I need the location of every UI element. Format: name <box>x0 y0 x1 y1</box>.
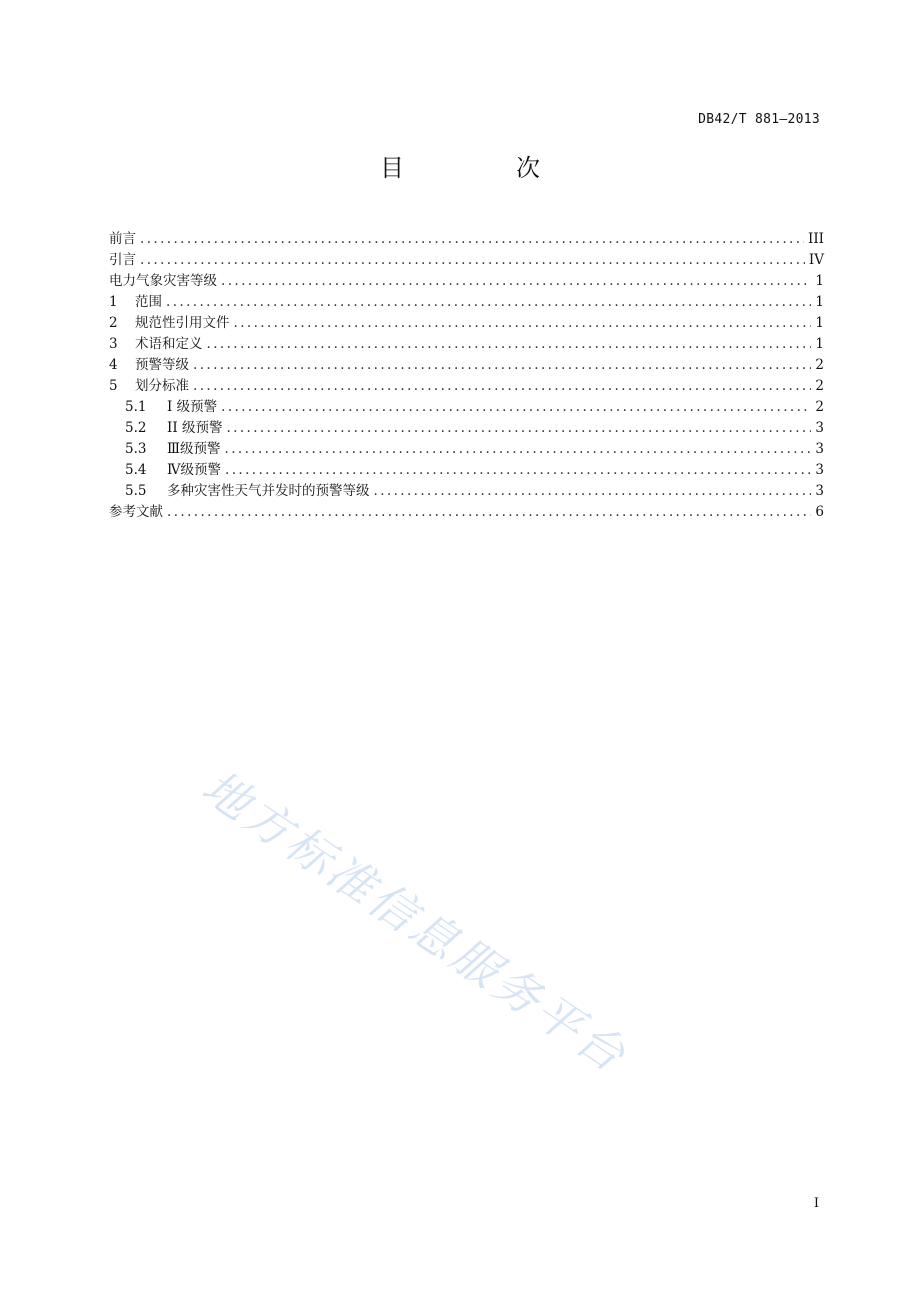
toc-entry-section-5-5[interactable] <box>109 481 824 502</box>
toc-page-number: 1 <box>815 273 824 289</box>
toc-section-number: 5.1 <box>125 399 147 415</box>
toc-entry-section-3[interactable] <box>109 334 824 355</box>
toc-page-number: 2 <box>815 378 824 394</box>
toc-entry-section-5[interactable] <box>109 376 824 397</box>
toc-page-number: 6 <box>815 504 824 520</box>
toc-page-number: 3 <box>815 462 824 478</box>
toc-entry-label: I 级预警 <box>167 399 218 415</box>
toc-entry-label: 参考文献 <box>109 504 163 520</box>
page-number: I <box>813 1196 819 1211</box>
toc-section-number: 3 <box>109 336 118 352</box>
toc-entry-label: 前言 <box>109 231 136 247</box>
toc-entry-label: 规范性引用文件 <box>135 315 230 331</box>
toc-page-number: 3 <box>815 483 824 499</box>
toc-section-number: 4 <box>109 357 118 373</box>
toc-page-number: 1 <box>815 294 824 310</box>
toc-section-number: 5.2 <box>125 420 147 436</box>
document-code: DB42/T 881—2013 <box>698 112 820 127</box>
toc-entry-section-5-2[interactable] <box>109 418 824 439</box>
toc-leader-dots <box>140 250 805 271</box>
table-of-contents <box>109 229 824 523</box>
toc-page-number: 1 <box>815 315 824 331</box>
toc-page-number: III <box>808 231 824 247</box>
toc-entry-section-5-3[interactable] <box>109 439 824 460</box>
toc-entry-label: Ⅲ级预警 <box>167 441 221 457</box>
toc-entry-section-5-1[interactable] <box>109 397 824 418</box>
toc-leader-dots <box>167 502 811 523</box>
toc-leader-dots <box>193 376 811 397</box>
toc-leader-dots <box>225 460 811 481</box>
toc-entry-label: 划分标准 <box>135 378 189 394</box>
toc-leader-dots <box>193 355 811 376</box>
toc-entry-label: 多种灾害性天气并发时的预警等级 <box>167 483 370 499</box>
toc-entry-introduction[interactable] <box>109 250 824 271</box>
toc-entry-label: II 级预警 <box>167 420 223 436</box>
toc-entry-label: 范围 <box>135 294 162 310</box>
toc-entry-main-title[interactable] <box>109 271 824 292</box>
toc-entry-section-1[interactable] <box>109 292 824 313</box>
toc-section-number: 2 <box>109 315 118 331</box>
toc-entry-foreword[interactable] <box>109 229 824 250</box>
toc-entry-section-5-4[interactable] <box>109 460 824 481</box>
toc-entry-label: Ⅳ级预警 <box>167 462 221 478</box>
toc-leader-dots <box>374 481 812 502</box>
toc-page-number: 3 <box>815 441 824 457</box>
toc-leader-dots <box>234 313 812 334</box>
toc-entry-label: 电力气象灾害等级 <box>109 273 217 289</box>
toc-section-number: 5.5 <box>125 483 147 499</box>
toc-page-number: IV <box>808 252 824 268</box>
toc-leader-dots <box>166 292 811 313</box>
toc-leader-dots <box>226 418 811 439</box>
toc-page-number: 2 <box>815 357 824 373</box>
toc-entry-section-2[interactable] <box>109 313 824 334</box>
toc-section-number: 5 <box>109 378 118 394</box>
page-title: 目 次 <box>380 154 584 182</box>
toc-entry-label: 引言 <box>109 252 136 268</box>
toc-entry-label: 预警等级 <box>135 357 189 373</box>
toc-leader-dots <box>225 439 812 460</box>
toc-section-number: 1 <box>109 294 118 310</box>
toc-page-number: 2 <box>815 399 824 415</box>
toc-page-number: 1 <box>815 336 824 352</box>
toc-leader-dots <box>207 334 812 355</box>
toc-leader-dots <box>221 271 811 292</box>
toc-entry-label: 术语和定义 <box>135 336 203 352</box>
toc-entry-references[interactable] <box>109 502 824 523</box>
toc-leader-dots <box>221 397 811 418</box>
toc-section-number: 5.3 <box>125 441 147 457</box>
toc-section-number: 5.4 <box>125 462 147 478</box>
toc-page-number: 3 <box>815 420 824 436</box>
toc-entry-section-4[interactable] <box>109 355 824 376</box>
watermark: 地方标准信息服务平台 <box>192 759 638 1084</box>
toc-leader-dots <box>140 229 804 250</box>
